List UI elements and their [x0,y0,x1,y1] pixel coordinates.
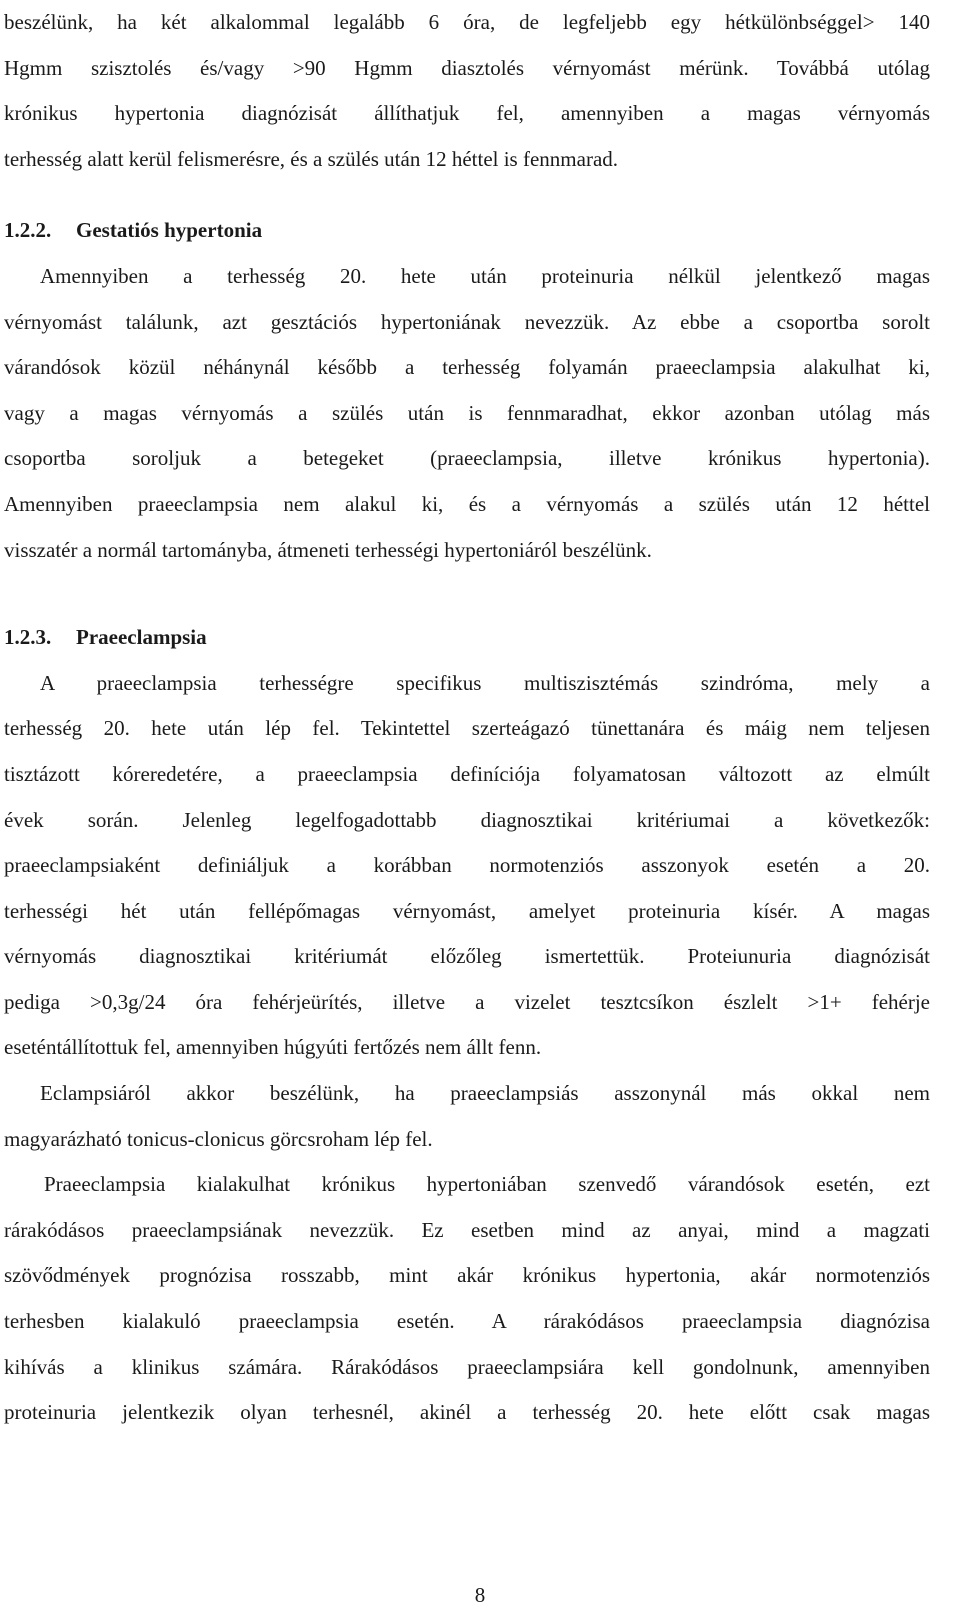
section-title: Praeeclampsia [76,625,207,650]
text-line: A praeeclampsia terhességre specifikus multiszisztémás szindróma, mely a [40,670,930,695]
text-line: Hgmm szisztolés és/vagy >90 Hgmm diasztolés vérnyomást mérünk. Továbbá utólag [4,55,930,80]
text-line: krónikus hypertonia diagnózisát állíthatjuk fel, amennyiben a magas vérnyomás [4,101,930,126]
text-line: vagy a magas vérnyomás a szülés után is fennmaradhat, ekkor azonban utólag más [4,400,930,425]
text-line: terhességi hét után fellépőmagas vérnyomást, amelyet proteinuria kísér. A magas [4,898,930,923]
text-line: terhesben kialakuló praeeclampsia esetén. A rárakódásos praeeclampsia diagnózisa [4,1309,930,1334]
text-line: vérnyomást találunk, azt gesztációs hypertoniának nevezzük. Az ebbe a csoportba sorolt [4,309,930,334]
text-line: Eclampsiáról akkor beszélünk, ha praeeclampsiás asszonynál más okkal nem [40,1081,930,1106]
text-line: pediga >0,3g/24 óra fehérjeürítés, illetve a vizelet tesztcsíkon észlelt >1+ fehérje [4,989,930,1014]
text-line: rárakódásos praeeclampsiának nevezzük. Ez esetben mind az anyai, mind a magzati [4,1217,930,1242]
text-line: szövődmények prognózisa rosszabb, mint akár krónikus hypertonia, akár normotenziós [4,1263,930,1288]
text-line: kihívás a klinikus számára. Rárakódásos praeeclampsiára kell gondolnunk, amennyiben [4,1354,930,1379]
page-number: 8 [474,1583,486,1607]
text-line: vérnyomás diagnosztikai kritériumát előzőleg ismertettük. Proteiunuria diagnózisát [4,944,930,969]
text-line: terhesség alatt kerül felismerésre, és a szülés után 12 héttel is fennmarad. [4,146,619,171]
section-heading-praeeclampsia [4,615,930,661]
text-line: Praeeclampsia kialakulhat krónikus hypertoniában szenvedő várandósok esetén, ezt [44,1172,930,1197]
text-line: praeeclampsiaként definiáljuk a korábban normotenziós asszonyok esetén a 20. [4,853,930,878]
text-line: Amennyiben praeeclampsia nem alakul ki, és a vérnyomás a szülés után 12 héttel [4,491,930,516]
text-line: csoportba soroljuk a betegeket (praeeclampsia, illetve krónikus hypertonia). [4,446,930,471]
text-line: várandósok közül néhánynál később a terhesség folyamán praeeclampsia alakulhat ki, [4,355,930,380]
text-line: beszélünk, ha két alkalommal legalább 6 óra, de legfeljebb egy hétkülönbséggel> 140 [4,10,930,34]
section-heading-gestational [4,208,930,254]
document-body [4,0,930,1436]
section-number: 1.2.2. [4,218,52,243]
text-line: proteinuria jelentkezik olyan terhesnél, akinél a terhesség 20. hete előtt csak magas [4,1400,930,1425]
text-line: eseténtállítottuk fel, amennyiben húgyúti fertőzés nem állt fenn. [4,1035,542,1060]
text-line: visszatér a normál tartományba, átmeneti terhességi hypertoniáról beszélünk. [4,537,652,562]
section-number: 1.2.3. [4,625,52,650]
text-line: Amennyiben a terhesség 20. hete után proteinuria nélkül jelentkező magas [40,263,930,288]
text-line: terhesség 20. hete után lép fel. Tekintettel szerteágazó tünettanára és máig nem teljesen [4,716,930,741]
section-title: Gestatiós hypertonia [76,218,263,243]
text-line: évek során. Jelenleg legelfogadottabb diagnosztikai kritériumai a következők: [4,807,930,832]
text-line: tisztázott kóreredetére, a praeeclampsia definíciója folyamatosan változott az elmúlt [4,761,930,786]
text-line: magyarázható tonicus-clonicus görcsroham lép fel. [4,1126,433,1151]
